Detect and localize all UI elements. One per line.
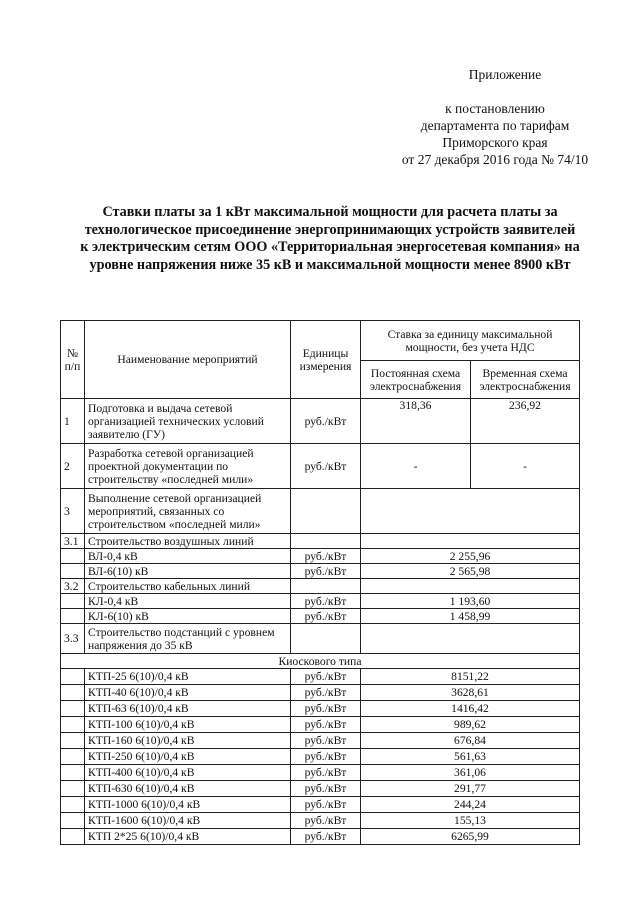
table-row [61, 669, 580, 685]
row-unit: руб./кВт [291, 749, 361, 765]
row-name: Строительство кабельных линий [85, 579, 291, 594]
table-row [61, 399, 580, 444]
row-name: Выполнение сетевой организацией мероприятий, связанных со строительством «последней мили» [85, 489, 291, 534]
row-num: 3 [61, 489, 85, 534]
row-name: КТП-25 6(10)/0,4 кВ [85, 669, 291, 685]
row-value: 561,63 [361, 749, 580, 765]
table-row [61, 717, 580, 733]
row-unit: руб./кВт [291, 669, 361, 685]
row-value: 6265,99 [361, 829, 580, 845]
table-row [61, 829, 580, 845]
row-name: Строительство подстанций с уровнем напряжения до 35 кВ [85, 624, 291, 654]
header-unit: Единицы измерения [291, 321, 361, 399]
row-unit: руб./кВт [291, 549, 361, 564]
header-line: департамента по тарифам [420, 118, 570, 133]
row-unit: руб./кВт [291, 685, 361, 701]
row-unit: руб./кВт [291, 399, 361, 444]
row-name: КТП 2*25 6(10)/0,4 кВ [85, 829, 291, 845]
row-name: ВЛ-0,4 кВ [85, 549, 291, 564]
table-row [61, 781, 580, 797]
table-row [61, 609, 580, 624]
row-value: 1 458,99 [361, 609, 580, 624]
row-value: 676,84 [361, 733, 580, 749]
table-row [61, 701, 580, 717]
row-name: КТП-40 6(10)/0,4 кВ [85, 685, 291, 701]
row-value: 1 193,60 [361, 594, 580, 609]
row-num: 2 [61, 444, 85, 489]
row-unit: руб./кВт [291, 594, 361, 609]
row-name: КТП-160 6(10)/0,4 кВ [85, 733, 291, 749]
row-unit: руб./кВт [291, 733, 361, 749]
row-num: 3.2 [61, 579, 85, 594]
table-header-row [61, 321, 580, 361]
table-row [61, 685, 580, 701]
row-num: 1 [61, 399, 85, 444]
row-name: КТП-1000 6(10)/0,4 кВ [85, 797, 291, 813]
table-row [61, 534, 580, 549]
table-row [61, 579, 580, 594]
rates-table [60, 320, 580, 845]
row-name: ВЛ-6(10) кВ [85, 564, 291, 579]
table-row [61, 733, 580, 749]
header-rate: Ставка за единицу максимальной мощности, без учета НДС [361, 321, 580, 361]
row-name: КЛ-6(10) кВ [85, 609, 291, 624]
row-name: Разработка сетевой организацией проектной документации по строительству «последней мили» [85, 444, 291, 489]
row-unit: руб./кВт [291, 717, 361, 733]
table-row [61, 444, 580, 489]
row-value: 989,62 [361, 717, 580, 733]
row-name: Строительство воздушных линий [85, 534, 291, 549]
table-row [61, 564, 580, 579]
row-permanent: 318,36 [361, 399, 471, 444]
table-row [61, 594, 580, 609]
table-row [61, 813, 580, 829]
header-line: от 27 декабря 2016 года № 74/10 [401, 152, 589, 167]
row-value: 291,77 [361, 781, 580, 797]
row-value: 2 565,98 [361, 564, 580, 579]
header-permanent: Постоянная схема электроснабжения [361, 361, 471, 399]
row-name: Подготовка и выдача сетевой организацией технических условий заявителю (ГУ) [85, 399, 291, 444]
row-unit: руб./кВт [291, 444, 361, 489]
table-row [61, 797, 580, 813]
table-row [61, 489, 580, 534]
header-line: Приморского края [442, 135, 548, 150]
row-unit: руб./кВт [291, 609, 361, 624]
row-name: КЛ-0,4 кВ [85, 594, 291, 609]
row-value: 361,06 [361, 765, 580, 781]
row-name: КТП-630 6(10)/0,4 кВ [85, 781, 291, 797]
header-line: к постановлению [445, 101, 545, 116]
row-name: КТП-250 6(10)/0,4 кВ [85, 749, 291, 765]
row-unit: руб./кВт [291, 797, 361, 813]
row-temporary: - [471, 444, 580, 489]
row-name: КТП-100 6(10)/0,4 кВ [85, 717, 291, 733]
row-value: 8151,22 [361, 669, 580, 685]
header-temporary: Временная схема электроснабжения [471, 361, 580, 399]
header-num: № п/п [61, 321, 85, 399]
table-row [61, 549, 580, 564]
row-num: 3.3 [61, 624, 85, 654]
row-value: 244,24 [361, 797, 580, 813]
row-value: 2 255,96 [361, 549, 580, 564]
table-row [61, 654, 580, 669]
row-unit: руб./кВт [291, 765, 361, 781]
row-num: 3.1 [61, 534, 85, 549]
row-name: КТП-1600 6(10)/0,4 кВ [85, 813, 291, 829]
header-name: Наименование мероприятий [85, 321, 291, 399]
row-value: 155,13 [361, 813, 580, 829]
kiosk-type-label: Киоскового типа [61, 654, 580, 669]
row-unit: руб./кВт [291, 829, 361, 845]
document-header [380, 66, 610, 168]
row-temporary: 236,92 [471, 399, 580, 444]
row-name: КТП-400 6(10)/0,4 кВ [85, 765, 291, 781]
row-unit: руб./кВт [291, 781, 361, 797]
appendix-label: Приложение [468, 67, 542, 82]
row-unit: руб./кВт [291, 813, 361, 829]
row-value: 3628,61 [361, 685, 580, 701]
table-row [61, 624, 580, 654]
document-title: Ставки платы за 1 кВт максимальной мощности для расчета платы за технологическое присоединение энергопринимающих устройств заявителей к электрическим сетям ООО «Территориальная энергосетевая компания» на уровне напряжения ниже 35 кВ и максимальной мощности менее 8900 кВт [80, 204, 580, 273]
row-unit: руб./кВт [291, 564, 361, 579]
table-row [61, 749, 580, 765]
table-row [61, 765, 580, 781]
row-permanent: - [361, 444, 471, 489]
row-unit: руб./кВт [291, 701, 361, 717]
row-name: КТП-63 6(10)/0,4 кВ [85, 701, 291, 717]
row-value: 1416,42 [361, 701, 580, 717]
